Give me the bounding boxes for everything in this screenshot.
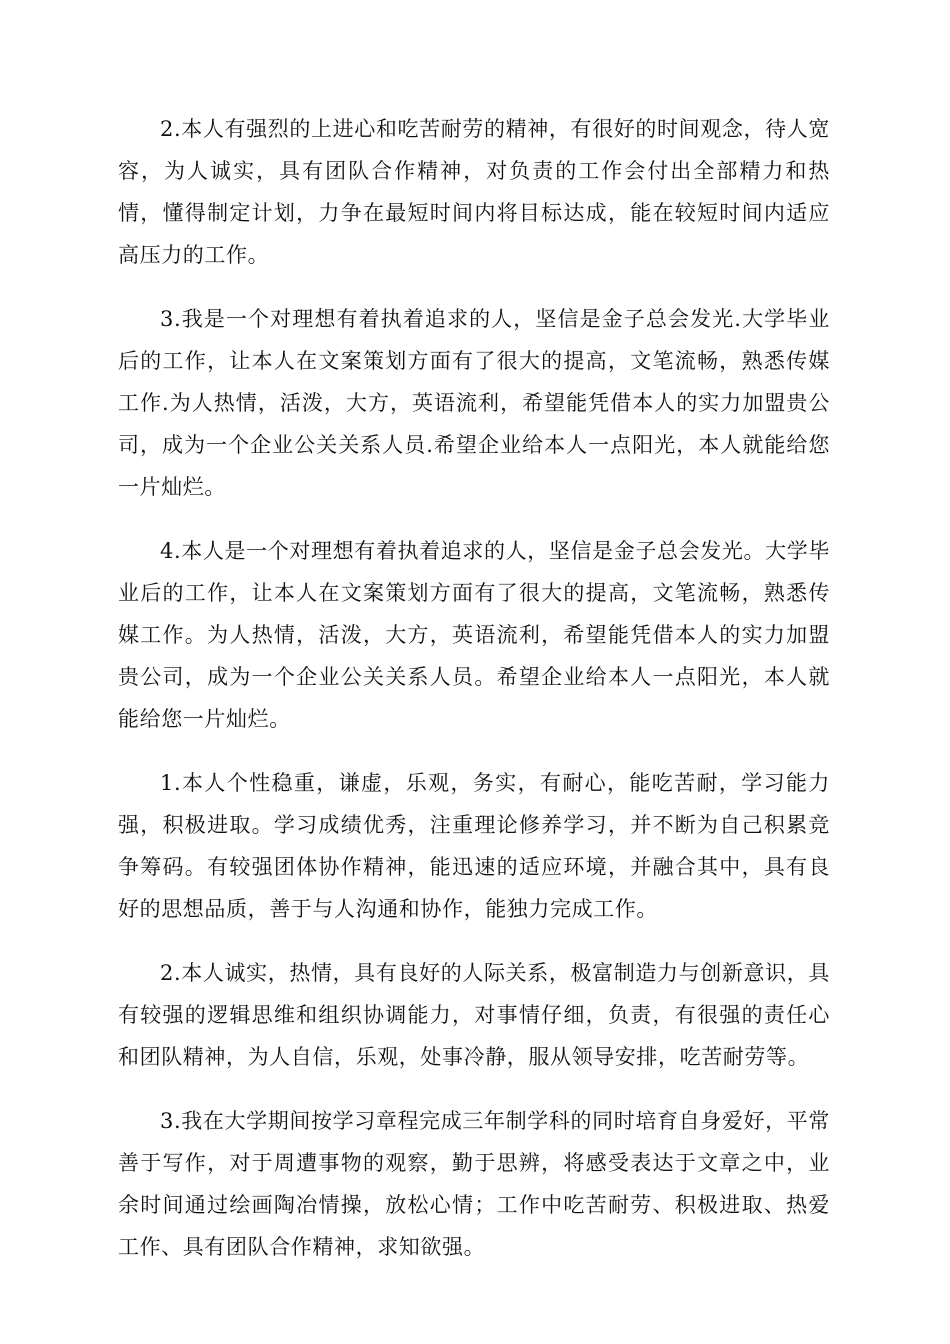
paragraph-3: 4.本人是一个对理想有着执着追求的人，坚信是金子总会发光。大学毕业后的工作，让本人在文案策划方面有了很大的提高，文笔流畅，熟悉传媒工作。为人热情，活泼，大方，英语流利，希望能凭借本人的实力加盟贵公司，成为一个企业公关关系人员。希望企业给本人一点阳光，本人就能给您一片灿烂。 (118, 539, 830, 731)
paragraph-5: 2.本人诚实，热情，具有良好的人际关系，极富制造力与创新意识，具有较强的逻辑思维和组织协调能力，对事情仔细，负责，有很强的责任心和团队精神，为人自信，乐观，处事冷静，服从领导安排，吃苦耐劳等。 (118, 961, 830, 1069)
paragraph-1: 2.本人有强烈的上进心和吃苦耐劳的精神，有很好的时间观念，待人宽容，为人诚实，具有团队合作精神，对负责的工作会付出全部精力和热情，懂得制定计划，力争在最短时间内将目标达成，能在较短时间内适应高压力的工作。 (118, 117, 830, 267)
paragraph-4: 1.本人个性稳重，谦虚，乐观，务实，有耐心，能吃苦耐，学习能力强，积极进取。学习成绩优秀，注重理论修养学习，并不断为自己积累竞争筹码。有较强团体协作精神，能迅速的适应环境，并融合其中，具有良好的思想品质，善于与人沟通和协作，能独力完成工作。 (118, 771, 830, 921)
paragraph-2: 3.我是一个对理想有着执着追求的人，坚信是金子总会发光.大学毕业后的工作，让本人在文案策划方面有了很大的提高，文笔流畅，熟悉传媒工作.为人热情，活泼，大方，英语流利，希望能凭借本人的实力加盟贵公司，成为一个企业公关关系人员.希望企业给本人一点阳光，本人就能给您一片灿烂。 (118, 307, 830, 499)
document-body (118, 108, 830, 1290)
paragraph-6: 3.我在大学期间按学习章程完成三年制学科的同时培育自身爱好，平常善于写作，对于周遭事物的观察，勤于思辨，将感受表达于文章之中，业余时间通过绘画陶冶情操，放松心情；工作中吃苦耐劳、积极进取、热爱工作、具有团队合作精神，求知欲强。 (118, 1109, 830, 1259)
